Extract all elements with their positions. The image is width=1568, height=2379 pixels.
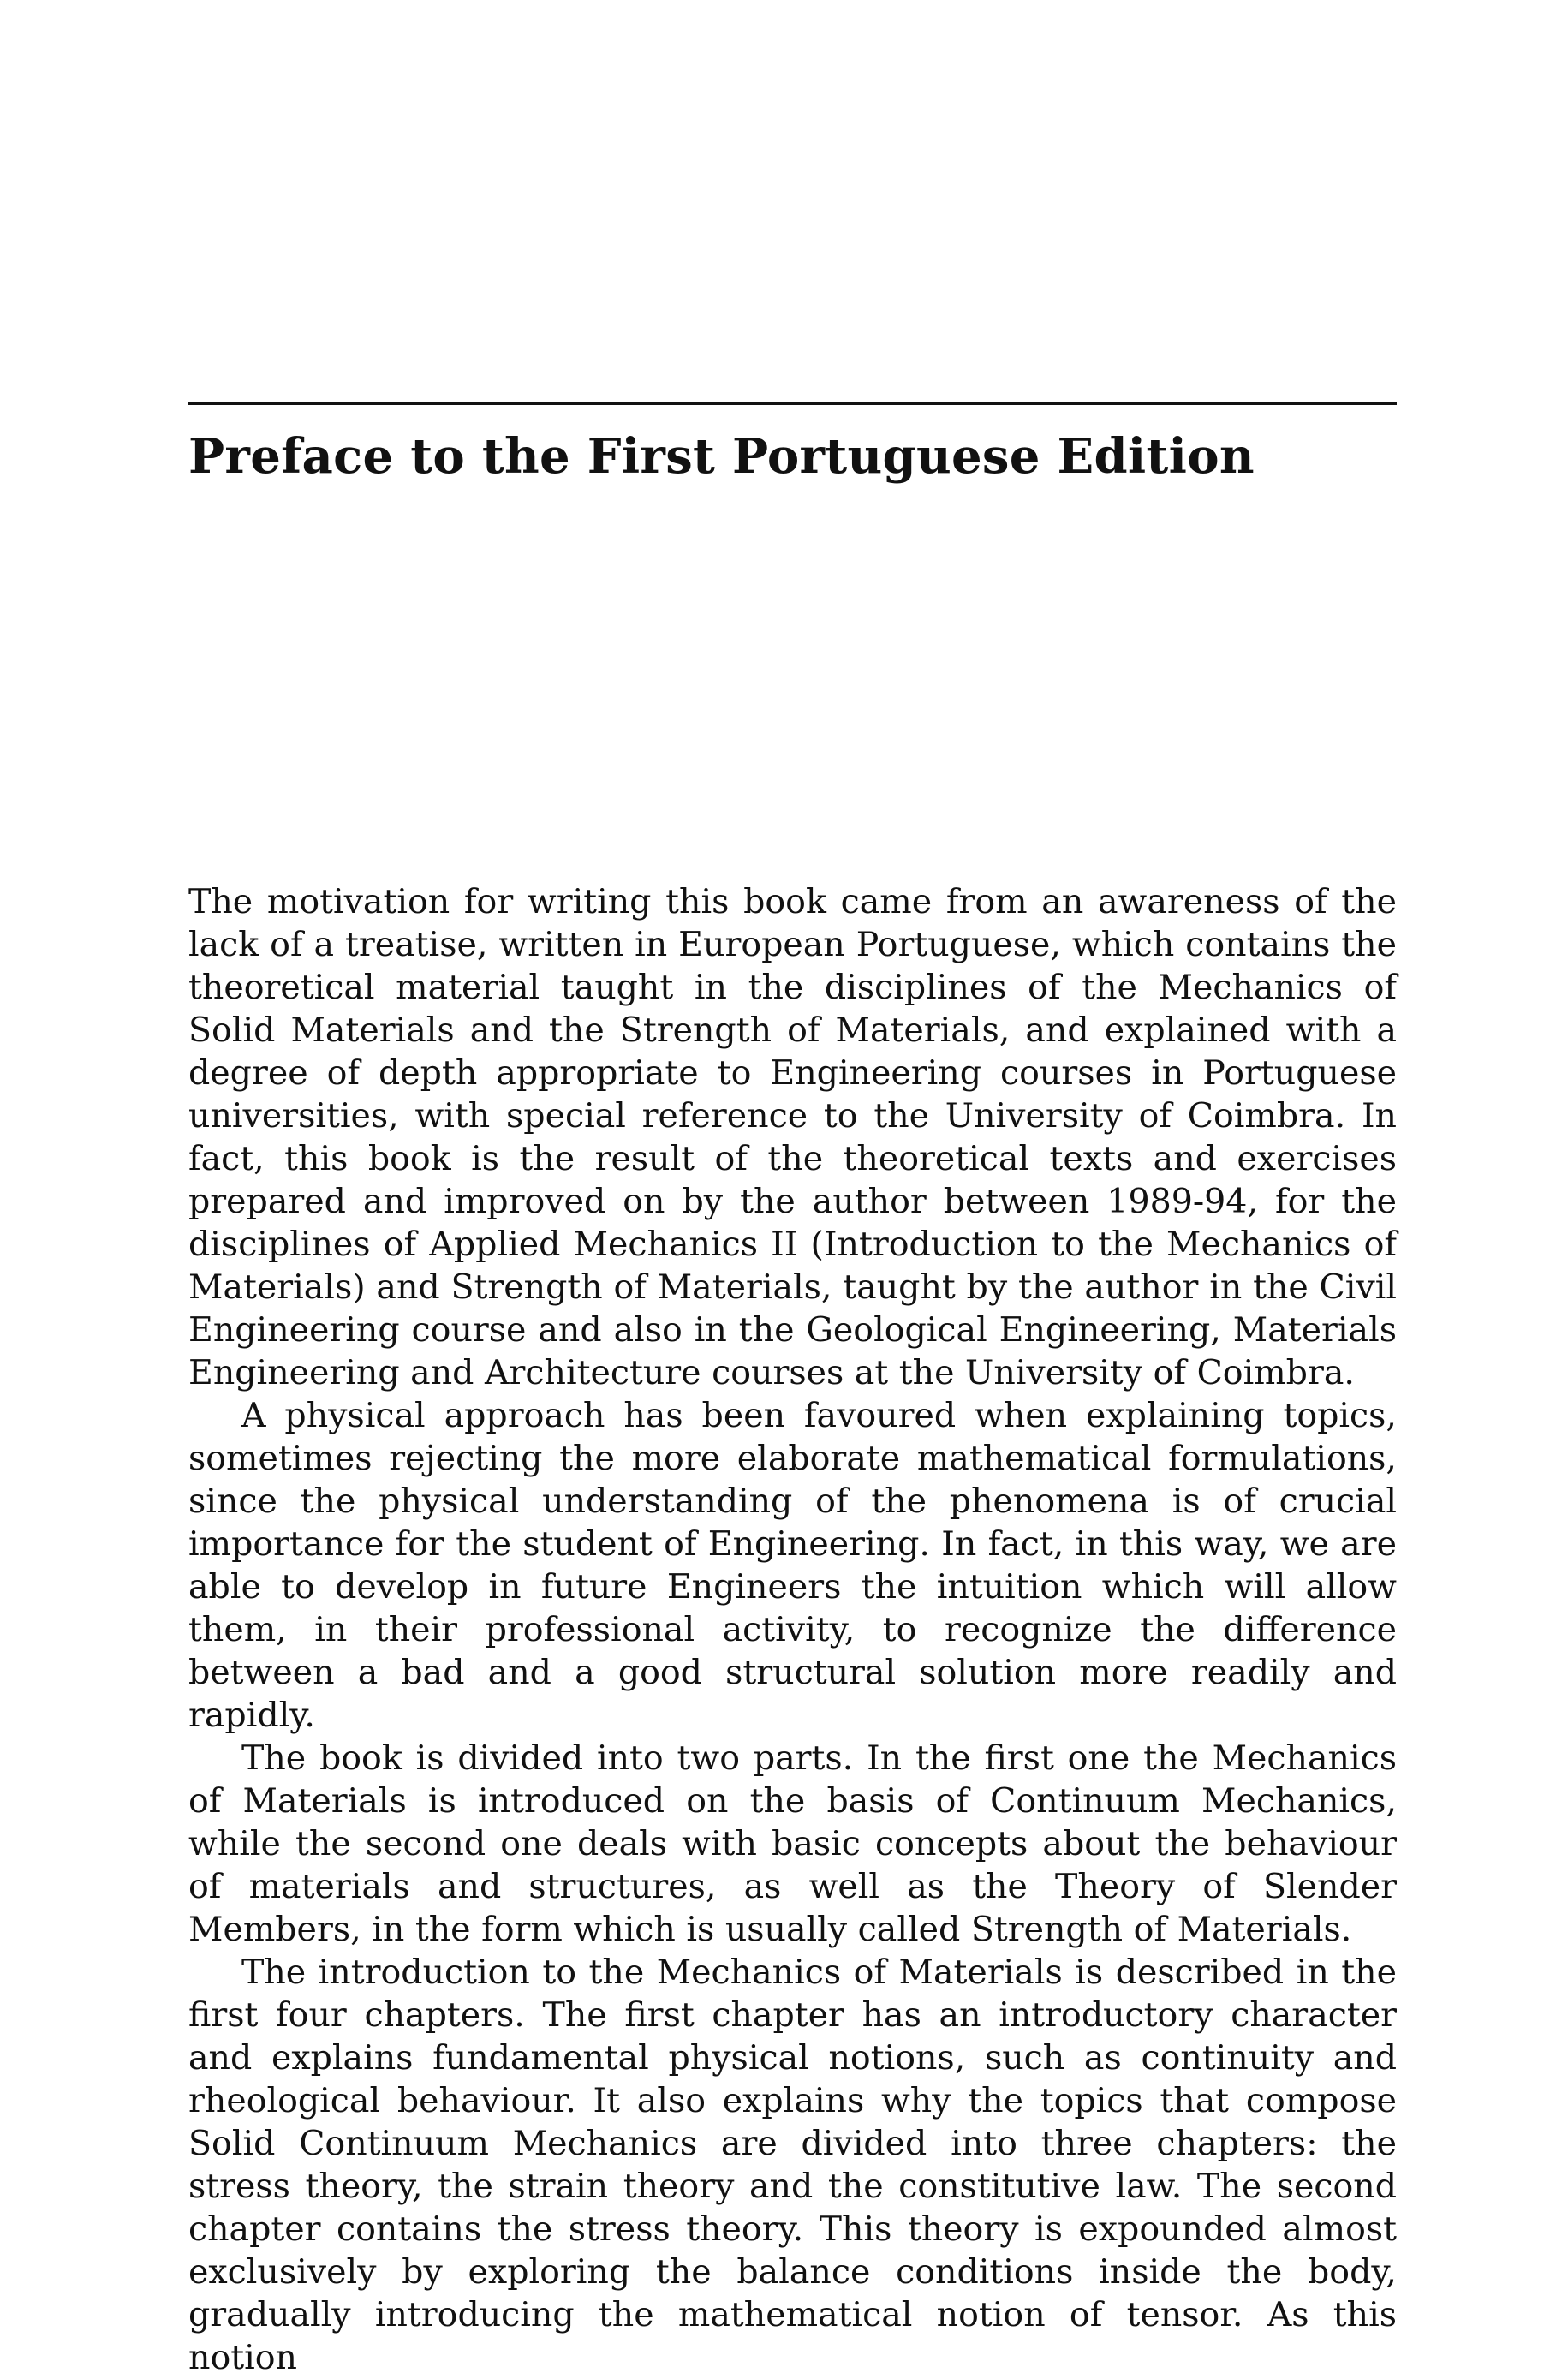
paragraph: The introduction to the Mechanics of Materials is described in the first four chapters. The first chapter has an introductory character and explains fundamental physical notions, such as continuity and rheological behaviour. It also explains why the topics that compose Solid Continuum Mechanics are divided into three chapters: the stress theory, the strain theory and the constitutive law. The second chapter contains the stress theory. This theory is expounded almost exclusively by exploring the balance conditions inside the body, gradually introducing the mathematical notion of tensor. As this notion bbox=[188, 1953, 1397, 2377]
preface-body bbox=[188, 880, 1397, 2379]
paragraph: The motivation for writing this book came from an awareness of the lack of a treatise, written in European Portuguese, which contains the theoretical material taught in the disciplines of the Mechanics of Solid Materials and the Strength of Materials, and explained with a degree of depth appropriate to Engineering courses in Portuguese universities, with special reference to the University of Coimbra. In fact, this book is the result of the theoretical texts and exercises prepared and improved on by the author between 1989-94, for the disciplines of Applied Mechanics II (Introduction to the Mechanics of Materials) and Strength of Materials, taught by the author in the Civil Engineering course and also in the Geological Engineering, Materials Engineering and Architecture courses at the University of Coimbra. bbox=[188, 882, 1397, 1392]
chapter-top-rule bbox=[188, 402, 1397, 405]
paragraph: A physical approach has been favoured when explaining topics, sometimes rejecting the more elaborate mathematical formulations, since the physical understanding of the phenomena is of crucial importance for the student of Engineering. In fact, in this way, we are able to develop in future Engineers the intuition which will allow them, in their professional activity, to recognize the difference between a bad and a good structural solution more readily and rapidly. bbox=[188, 1396, 1397, 1735]
paragraph: The book is divided into two parts. In the first one the Mechanics of Materials is introduced on the basis of Continuum Mechanics, while the second one deals with basic concepts about the behaviour of materials and structures, as well as the Theory of Slender Members, in the form which is usually called Strength of Materials. bbox=[188, 1738, 1397, 1949]
chapter-title: Preface to the First Portuguese Edition bbox=[188, 428, 1255, 485]
